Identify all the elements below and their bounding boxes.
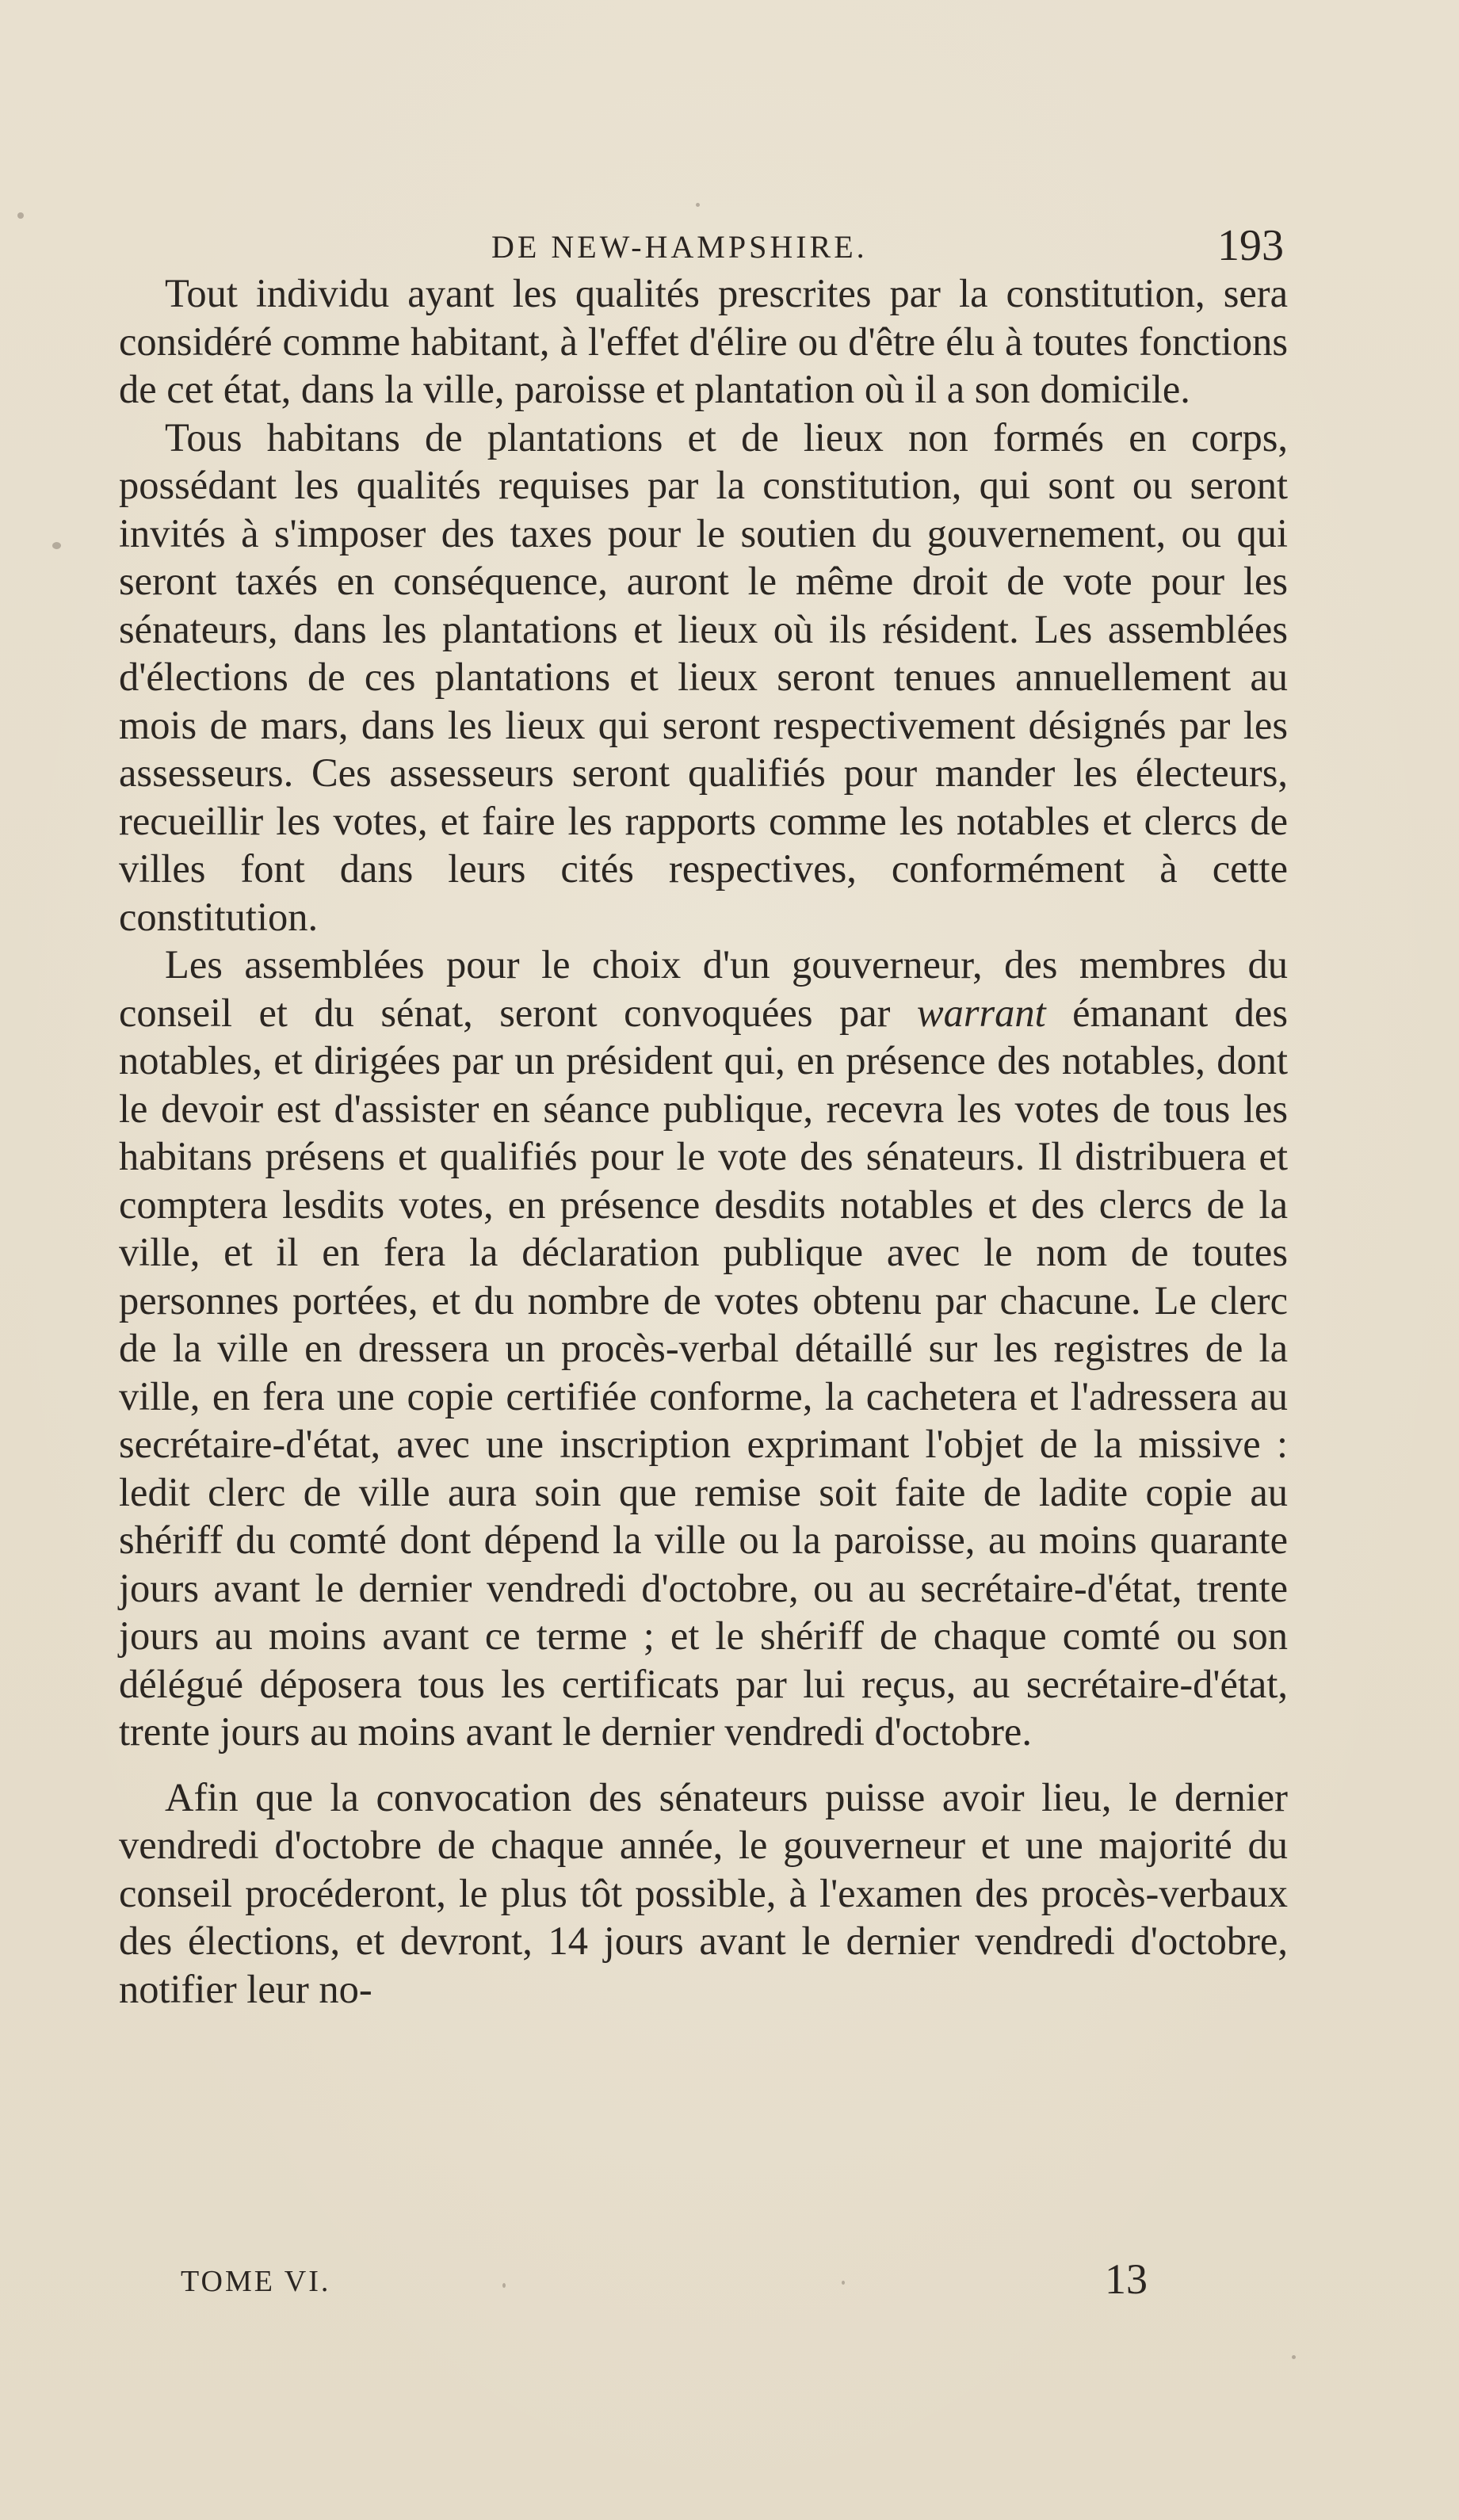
signature-mark: 13 xyxy=(1105,2255,1148,2303)
running-head xyxy=(119,220,1284,268)
paragraph-4: Afin que la convocation des sénateurs puisse avoir lieu, le dernier vendredi d'octobre de chaque année, le gouverneur et une majorité du conseil procéderont, le plus tôt possible, à l'examen des procès-verbaux des élections, et devront, 14 jours avant le dernier vendredi d'octobre, notifier leur no- xyxy=(119,1774,1288,2011)
paragraph-3-part-2: émanant des notables, et dirigées par un président qui, en présence des notables, dont le devoir est d'assister en séance publique, recevra les votes de tous les habitans présens et qualifiés pour le vote des sénateurs. Il distribuera et comptera lesdits votes, en présence desdits notables et des clercs de la ville, et il en fera la déclaration publique avec le nom de toutes personnes portées, et du nombre de votes obtenu par chacune. Le clerc de la ville en dressera un procès-verbal détaillé sur les registres de la ville, en fera une copie certifiée conforme, la cachetera et l'adressera au secrétaire-d'état, avec une inscription exprimant l'objet de la missive : ledit clerc de ville aura soin que remise soit faite de ladite copie au shériff du comté dont dépend la ville ou la paroisse, au moins quarante jours avant le dernier vendredi d'octobre, ou au secrétaire-d'état, trente jours au moins avant ce terme ; et le shériff de chaque comté ou son délégué déposera tous les certificats par lui reçus, au secrétaire-d'état, trente jours au moins avant le dernier vendredi d'octobre. xyxy=(119,990,1289,1754)
italic-term-warrant: warrant xyxy=(916,990,1046,1035)
paper-speck xyxy=(17,212,24,219)
paragraph-3-part-1: Les assemblées pour le choix d'un gouverneur, des membres du conseil et du sénat, seront convoquées par xyxy=(119,942,1288,1035)
paragraph-2: Tous habitans de plantations et de lieux non formés en corps, possédant les qualités requises par la constitution, qui sont ou seront invités à s'imposer des taxes pour le soutien du gouvernement, ou qui seront taxés en conséquence, auront le même droit de vote pour les sénateurs, dans les plantations et lieux où ils résident. Les assemblées d'élections de ces plantations et lieux seront tenues annuellement au mois de mars, dans les lieux qui seront respectivement désignés par les assesseurs. Ces assesseurs seront qualifiés pour mander les électeurs, recueillir les votes, et faire les rapports comme les notables et clercs de villes font dans leurs cités respectives, conformément à cette constitution. xyxy=(119,414,1288,939)
running-title: DE NEW-HAMPSHIRE. xyxy=(491,229,868,265)
paper-speck xyxy=(502,2283,506,2288)
paragraph-1: Tout individu ayant les qualités prescrites par la constitution, sera considéré comme habitant, à l'effet d'élire ou d'être élu à toutes fonctions de cet état, dans la ville, paroisse et plantation où il a son domicile. xyxy=(119,271,1288,411)
paper-speck xyxy=(1292,2355,1296,2359)
page-footer xyxy=(181,2255,1148,2310)
page-number: 193 xyxy=(1217,221,1284,270)
paragraph-3 xyxy=(119,941,1288,1756)
paper-speck xyxy=(52,542,61,549)
body-text xyxy=(119,269,1288,2013)
paper-speck xyxy=(696,203,700,207)
paper-speck xyxy=(842,2281,845,2285)
volume-label: TOME VI. xyxy=(181,2265,331,2298)
